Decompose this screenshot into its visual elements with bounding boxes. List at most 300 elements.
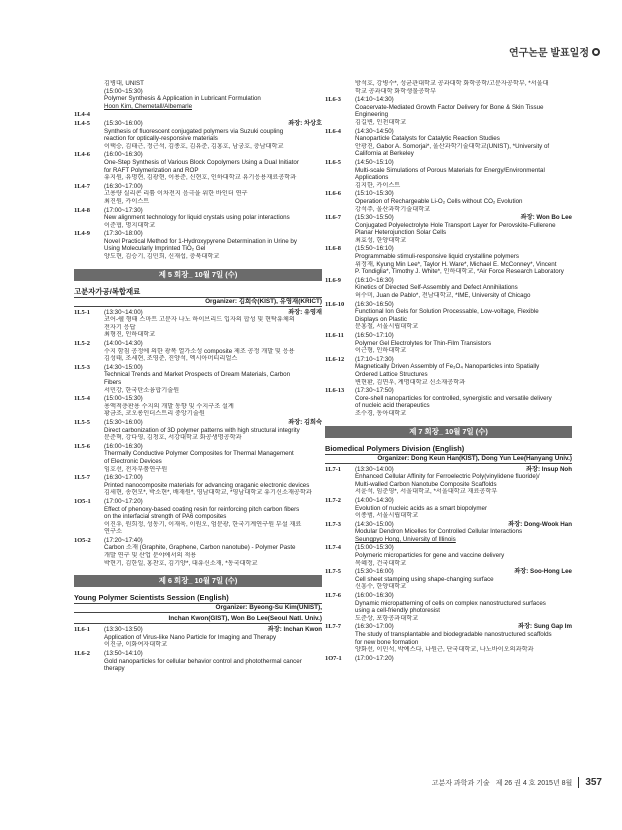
time-row [355, 214, 572, 222]
entry-time: (15:30~16:00) [355, 568, 394, 576]
entry-line: therapy [104, 665, 125, 673]
entry-line: using a cell-friendly photoresist [355, 607, 440, 615]
entry-line: 임호선, 전자부품연구원 [104, 465, 168, 473]
entry-line: Enhanced Cellular Affinity for Ferroelectric Poly(vinylidene fluoride)/ [355, 473, 540, 481]
entry-line: Applications [355, 174, 389, 182]
session-chair: 좌장: Sung Gap Im [518, 623, 572, 631]
entry-line: reaction for optically-responsive materials [104, 135, 218, 143]
entry-body [104, 120, 322, 150]
entry-line: on the interfacial strength of PA6 composites [104, 513, 227, 521]
entry-line: Conjugated Polyelectrolyte Hole Transport Layer for Perovskite-Fullerene [355, 221, 556, 229]
program-entry [325, 128, 572, 158]
entry-line: Cell sheet stamping using shape-changing surface [355, 575, 494, 583]
entry-body [104, 364, 322, 394]
entry-line: for new bone formation [355, 638, 419, 646]
issue-info: 제 26 권 4 호 2015년 8월 [495, 779, 573, 787]
left-column [74, 80, 322, 674]
entry-body [355, 80, 572, 95]
time-row [355, 497, 572, 505]
entry-line: 이근형, 인하대학교 [355, 347, 407, 355]
session-chair: 좌장: Insup Noh [526, 465, 572, 473]
session-band: 제 6 회장_ 10월 7일 (수) [74, 575, 322, 587]
entry-code: 1L5-1 [74, 308, 90, 316]
entry-line: 김세현, 송현모*, 박소현*, 배재원*, 영남대학교, *영남대학교 유기신소재공학과 [104, 489, 312, 497]
entry-body [104, 151, 322, 181]
entry-body [104, 395, 322, 418]
entry-time: (17:00~17:20) [355, 654, 394, 662]
entry-time: (16:50~17:10) [355, 332, 394, 339]
entry-line: Fibers [104, 379, 122, 386]
entry-code: 1L7-6 [325, 592, 341, 600]
entry-time: (17:30~18:00) [104, 230, 143, 238]
entry-body [104, 443, 322, 473]
time-row [104, 498, 322, 506]
entry-body [355, 521, 572, 544]
program-entry [325, 466, 572, 496]
entry-body [104, 207, 322, 230]
entry-line: 최효성, 한양대학교 [355, 236, 407, 244]
organizer-line: Organizer: Dong Keun Han(KIST), Dong Yun Lee(Hanyang Univ.) [325, 455, 572, 464]
entry-time: (15:50~16:10) [355, 245, 394, 253]
entry-code: 1L7-2 [325, 496, 341, 504]
entry-line: Operation of Rechargeable Li-O₂ Cells without CO₂ Evolution [355, 197, 523, 205]
entry-body [104, 419, 322, 442]
entry-line: 양도현, 김승기, 김민희, 신재섭, 충북대학교 [104, 253, 220, 261]
program-entry [325, 521, 572, 544]
entry-line: Multi-walled Carbon Nanotube Composite Scaffolds [355, 480, 497, 488]
entry-time: (13:30~14:00) [355, 465, 394, 473]
entry-line: Effect of phenoxy-based coating resin for reinforcing pitch carbon fibers [104, 505, 300, 513]
entry-time: (13:30~13:50) [104, 626, 143, 634]
program-entry [325, 159, 572, 189]
entry-body [355, 96, 572, 126]
time-row [355, 655, 572, 663]
program-entry [74, 626, 322, 649]
entry-code: 1O5-2 [74, 536, 91, 544]
entry-body [355, 214, 572, 244]
entry-line: 코어-쉘 형태 스마트 고분자 나노 하이브리드 입자의 합성 및 현탁유체의 [104, 316, 295, 324]
entry-body [355, 544, 572, 567]
entry-line: 신흥수, 한양대학교 [355, 583, 407, 591]
program-entry [74, 498, 322, 536]
entry-body [104, 309, 322, 339]
entry-code: 1L7-3 [325, 520, 341, 528]
time-row [104, 183, 322, 191]
entry-body [355, 592, 572, 622]
entry-code: 1L6-3 [325, 96, 341, 104]
entry-line: 이진규, 이화여자대학교 [104, 641, 168, 649]
time-row [104, 537, 322, 545]
entry-body [104, 340, 322, 363]
entry-line: Polymeric microparticles for gene and vaccine delivery [355, 552, 505, 560]
entry-body [355, 128, 572, 158]
entry-line: Engineering [355, 111, 389, 119]
entry-line: Coacervate-Mediated Growth Factor Delivery for Bone & Skin Tissue [355, 103, 544, 111]
time-row [104, 120, 322, 128]
session-chair: 좌장: Won Bo Lee [520, 214, 572, 222]
entry-line: Modular Dendron Micelles for Controlled Cellular Interactions [355, 528, 523, 536]
header-title: 연구논문 발표일정 [508, 48, 589, 59]
program-entry [74, 80, 322, 110]
entry-code [74, 80, 104, 110]
program-entry [325, 497, 572, 520]
program-entry [325, 623, 572, 653]
entry-line: One-Step Synthesis of Various Block Copolymers Using a Dual Initiator [104, 158, 299, 166]
session-title: Young Polymer Scientists Session (English) [74, 593, 322, 604]
entry-time: (16:00~16:30) [355, 592, 394, 600]
entry-line: 변현환, 김면우, 계명대학교 신소재공학과 [355, 378, 466, 386]
entry-line: 문홍철, 서울시립대학교 [355, 323, 419, 331]
entry-line: 이준협, 명지대학교 [104, 221, 156, 229]
entry-line: 유지원, 유명현, 김광현, 이용준, 신현호, 인하대학교 유기응용재료공학과 [104, 174, 297, 182]
entry-line: 허수미, Juan de Pablo*, 전남대학교, *IME, University of Chicago [355, 292, 531, 300]
entry-time: (15:30~15:50) [355, 214, 394, 222]
entry-code: 1L7-1 [325, 465, 341, 473]
entry-time: (15:00~15:30) [104, 395, 143, 403]
entry-time: (16:10~16:30) [355, 276, 394, 284]
program-entry [74, 207, 322, 230]
circle-bullet-icon [592, 48, 600, 56]
entry-code: 1L6-7 [325, 214, 341, 222]
entry-time: (16:30~17:00) [104, 474, 143, 482]
entry-body [355, 387, 572, 417]
time-row [355, 301, 572, 309]
time-row [104, 650, 322, 658]
entry-body [355, 623, 572, 653]
entry-code: 1L5-6 [74, 442, 90, 450]
program-entry [325, 277, 572, 300]
entry-code: 1L6-6 [325, 190, 341, 198]
time-row [104, 419, 322, 427]
entry-line: Nanoparticle Catalysts for Catalytic Reaction Studies [355, 135, 500, 143]
entry-line: of Electronic Devices [104, 457, 162, 465]
entry-code: 1L5-7 [74, 474, 90, 482]
program-entry [74, 443, 322, 473]
entry-time: (16:30~17:00) [355, 623, 394, 631]
session-chair: 좌장: 차상호 [288, 119, 322, 127]
time-row [104, 395, 322, 403]
entry-code: 1L6-2 [74, 650, 90, 658]
time-row [355, 128, 572, 136]
entry-time: (17:10~17:30) [355, 355, 394, 363]
entry-time: (16:00~16:30) [104, 442, 143, 450]
entry-line: P. Tondiglia*, Timothy J. White*, 인하대학교, *Air Force Research Laboratory [355, 268, 564, 276]
entry-code: 1L6-13 [325, 387, 345, 395]
entry-line: 최형진, 인하대학교 [104, 331, 156, 339]
entry-code: 1L5-5 [74, 418, 90, 426]
entry-code: 1L6-10 [325, 300, 345, 308]
entry-line: Seungpyo Hong, University of Illinois [355, 535, 456, 543]
program-entry [74, 474, 322, 497]
entry-body [355, 159, 572, 189]
organizer-line: Inchan Kwon(GIST), Won Bo Lee(Seoul Natl. Univ.) [74, 615, 322, 624]
entry-line: Ordered Lattice Structures [355, 370, 428, 378]
time-row [355, 623, 572, 631]
entry-body [104, 626, 322, 649]
entry-time: (17:20~17:40) [104, 536, 143, 544]
entry-time: (14:30~15:00) [355, 520, 394, 528]
entry-line: Kinetics of Directed Self-Assembly and Defect Annihilations [355, 284, 518, 292]
entry-line: 최진원, 카이스트 [104, 197, 150, 205]
entry-code: 1L7-4 [325, 544, 341, 552]
program-entry [74, 183, 322, 206]
entry-code: 1L5-4 [74, 395, 90, 403]
entry-line: Multi-scale Simulations of Porous Materials for Energy/Environmental [355, 166, 545, 174]
entry-line: 이택승, 김태근, 정근석, 김종호, 김유준, 김홍호, 남궁호, 충남대학교 [104, 142, 284, 150]
page-header [509, 44, 600, 59]
entry-line: Dynamic micropatterning of cells on complex nanostructured surfaces [355, 599, 546, 607]
entry-line: Application of Virus-like Nano Particle for Imaging and Therapy [104, 633, 277, 641]
entry-line: The study of transplantable and biodegradable nanostructured scaffolds [355, 631, 552, 638]
entry-code: 1L5-2 [74, 340, 90, 348]
entry-line: 서윤석, 임준영*, 서울대학교, *서울대학교 재료공학부 [355, 488, 498, 496]
entry-line: Thermally Conductive Polymer Composites for Thermal Management [104, 450, 294, 458]
page-number: 357 [578, 777, 602, 788]
entry-body [355, 655, 572, 663]
entry-code: 1L6-5 [325, 158, 341, 166]
entry-code: 1L4-4 [74, 111, 90, 119]
entry-line: 위정재, Kyung Min Lee*, Taylor H. Ware*, Michael E. McConney*, Vincent [355, 260, 557, 268]
entry-line: Carbon 소재 (Graphite, Graphene, Carbon nanotube) - Polymer Paste [104, 544, 296, 552]
entry-line: Hoon Kim, Chemetall/Albemarle [104, 102, 193, 110]
entry-body [355, 190, 572, 213]
entry-line: Using Molecularly Imprinted TiO₂ Gel [104, 245, 206, 253]
entry-line: California at Berkeley [355, 150, 414, 158]
program-entry [74, 151, 322, 181]
entry-line: 전자기 응답 [104, 323, 136, 331]
time-row [355, 159, 572, 167]
entry-line: Synthesis of fluorescent conjugated polymers via Suzuki coupling [104, 127, 284, 135]
entry-line: Technical Trends and Market Prospects of Dream Materials, Carbon [104, 371, 291, 379]
program-entry [325, 80, 572, 95]
entry-time: (17:00~17:30) [104, 206, 143, 214]
program-entry [74, 340, 322, 363]
entry-code: 1L4-8 [74, 206, 90, 214]
time-row [104, 309, 322, 317]
entry-time: (13:50~14:10) [104, 650, 143, 658]
entry-line: (15:00~15:30) [104, 87, 143, 95]
entry-line: Planar Heterojunction Solar Cells [355, 229, 447, 237]
entry-body [355, 245, 572, 275]
entry-body [355, 497, 572, 520]
entry-code: 1O5-1 [74, 497, 91, 505]
entry-line: 박현기, 김한일, 홍찬호, 김기양*, 대유신소재, *동국대학교 [104, 559, 258, 567]
entry-time: (13:30~14:00) [104, 308, 143, 316]
entry-time: (16:00~16:30) [104, 151, 143, 159]
time-row [355, 190, 572, 198]
entry-time: (14:50~15:10) [355, 158, 394, 166]
time-row [104, 626, 322, 634]
entry-time: (14:30~15:00) [104, 363, 143, 371]
entry-line: 연구소 [104, 528, 122, 536]
entry-body [104, 80, 322, 110]
entry-time: (15:30~16:00) [104, 119, 143, 127]
entry-line: 강석주, 울산과학기술대학교 [355, 205, 431, 213]
entry-time: (16:30~16:50) [355, 300, 394, 308]
entry-line: 방석호, 강병수*, 성균관대학교 공과대학 화학공학/고분자공학부, *서울대 [355, 80, 549, 87]
entry-line: 조수경, 동아대학교 [355, 409, 407, 417]
entry-line: Displays on Plastic [355, 315, 407, 323]
entry-line: 목혜정, 건국대학교 [355, 559, 407, 567]
entry-line: Direct carbonization of 3D polymer patterns with high structural integrity [104, 426, 300, 434]
entry-line: 황금조, 코오롱인더스트리 중앙기술원 [104, 410, 205, 418]
time-row [104, 474, 322, 482]
entry-code: 1L6-12 [325, 355, 345, 363]
entry-line: 김병대, UNIST [104, 80, 144, 87]
entry-line: Functional Ion Gels for Solution Processable, Low-voltage, Flexible [355, 308, 539, 316]
time-row [355, 277, 572, 285]
program-entry [325, 544, 572, 567]
entry-code: 1L6-11 [325, 332, 344, 339]
entry-body [104, 498, 322, 536]
entry-body [355, 301, 572, 331]
entry-line: 양화선, 이민석, 박예스다, 나원근, 단국대학교, 나노바이오의과학과 [355, 646, 534, 654]
session-chair: 좌장: Dong-Wook Han [508, 520, 572, 528]
program-entry [74, 120, 322, 150]
entry-line: 안광진, Gabor A. Somorjai*, 울산과학기술대학교(UNIST), *University of [355, 142, 550, 150]
entry-code: 1L6-1 [74, 626, 90, 634]
entry-time: (14:30~14:50) [355, 127, 394, 135]
program-entry [325, 96, 572, 126]
entry-line: 김길변, 인천대학교 [355, 118, 407, 126]
session-chair: 좌장: 김희숙 [288, 418, 322, 426]
entry-line: Evolution of nucleic acids as a smart biopolymer [355, 504, 488, 512]
time-row [104, 230, 322, 238]
entry-time: (17:30~17:50) [355, 387, 394, 395]
time-row [355, 356, 572, 364]
session-band: 제 5 회장_ 10월 7일 (수) [74, 269, 322, 281]
entry-code: 1L6-4 [325, 127, 341, 135]
entry-line: 고용량 실리콘 리튬 이차전지 음극을 위한 바인더 연구 [104, 190, 248, 198]
program-entry [325, 387, 572, 417]
program-entry [325, 190, 572, 213]
time-row [104, 207, 322, 215]
program-entry [74, 419, 322, 442]
entry-body [355, 568, 572, 591]
entry-line: 이진우, 원희정, 성동기, 이재욱, 이원오, 엄문광, 한국기계연구원 부설 재료 [104, 520, 302, 528]
time-row [104, 443, 322, 451]
entry-body [104, 111, 322, 119]
entry-body [104, 183, 322, 206]
time-row [355, 544, 572, 552]
organizer-line: Organizer: Byeong-Su Kim(UNIST), [74, 604, 322, 613]
program-entry [325, 356, 572, 386]
entry-body [104, 650, 322, 673]
entry-line: for RAFT Polymerization and ROP [104, 166, 199, 174]
entry-time: (14:10~14:30) [355, 96, 394, 104]
program-entry [74, 395, 322, 418]
entry-time: (17:00~17:20) [104, 497, 143, 505]
entry-code: 1L4-5 [74, 119, 90, 127]
time-row [355, 332, 572, 340]
entry-line: Polymer Gel Electrolytes for Thin-Film Transistors [355, 339, 492, 347]
session-title: Biomedical Polymers Division (English) [325, 444, 572, 455]
entry-code: 1L4-9 [74, 230, 90, 238]
entry-line: 도준상, 포항공과대학교 [355, 614, 419, 622]
entry-line: 문준혁, 강다영, 김청호, 서강대학교 화공생명공학과 [104, 434, 242, 442]
right-column [325, 80, 572, 663]
program-entry [325, 245, 572, 275]
entry-body [104, 474, 322, 497]
program-entry [74, 230, 322, 260]
entry-line: Programmable stimuli-responsive liquid crystalline polymers [355, 253, 520, 261]
entry-time: (14:00~14:30) [104, 340, 143, 348]
journal-name: 고분자 과학과 기술 [431, 779, 490, 787]
program-entry [325, 214, 572, 244]
entry-line: Core-shell nanoparticles for controlled, synergistic and versatile delivery [355, 394, 552, 402]
entry-code: 1L4-6 [74, 151, 90, 159]
time-row [355, 568, 572, 576]
program-entry [74, 364, 322, 394]
program-entry [325, 301, 572, 331]
session-title: 고분자가공/복합재료 [74, 287, 322, 298]
entry-time: (15:30~16:00) [104, 418, 143, 426]
entry-line: Polymer Synthesis & Application in Lubricant Formulation [104, 95, 261, 103]
entry-body [355, 356, 572, 386]
entry-line: Gold nanoparticles for cellular behavior control and photothermal cancer [104, 657, 302, 665]
session-chair: 좌장: Soo-Hong Lee [514, 568, 572, 576]
session-chair: 좌장: Inchan Kwon [267, 626, 322, 634]
program-entry [74, 537, 322, 567]
program-entry [325, 655, 572, 663]
time-row [355, 96, 572, 104]
time-row [355, 592, 572, 600]
organizer-line: Organizer: 김희숙(KIST), 유영재(KRICT) [74, 298, 322, 307]
entry-line: Magnetically Driven Assembly of Fe₃O₄ Nanoparticles into Spatially [355, 363, 540, 371]
time-row [104, 340, 322, 348]
entry-code: 1O7-1 [325, 654, 342, 662]
entry-body [355, 332, 572, 355]
time-row [355, 466, 572, 474]
entry-line: 수지 함침 공정에 의한 광폭 열가소성 composite 제조 공정 개발 및 응용 [104, 347, 295, 355]
time-row [355, 521, 572, 529]
entry-body [104, 230, 322, 260]
entry-line: of nucleic acid therapeutics [355, 402, 430, 410]
program-entry [325, 332, 572, 355]
page-footer [432, 777, 602, 788]
program-entry [74, 111, 322, 119]
entry-line: 김성태, 조세현, 조영준, 진양석, 엑시아머티리얼스 [104, 355, 238, 363]
entry-line: Printed nanocomposite materials for advancing oraganic electronic devices [104, 481, 310, 489]
entry-line: 용액적층판용 수지의 개발 동향 및 수지구조 설계 [104, 402, 234, 410]
entry-code: 1L7-7 [325, 623, 341, 631]
program-entry [325, 592, 572, 622]
entry-code: 1L5-3 [74, 363, 90, 371]
entry-line: 이종범, 서울시립대학교 [355, 512, 419, 520]
entry-line: 개발 연구 및 산업 분야에서의 적용 [104, 552, 197, 560]
entry-body [355, 466, 572, 496]
program-entry [74, 650, 322, 673]
program-entry [325, 568, 572, 591]
entry-time: (16:30~17:00) [104, 182, 143, 190]
session-chair: 좌장: 유영재 [288, 308, 322, 316]
entry-time: (14:00~14:30) [355, 496, 394, 504]
entry-code: 1L6-9 [325, 276, 341, 284]
entry-code: 1L4-7 [74, 182, 90, 190]
entry-time: (15:00~15:30) [355, 544, 394, 552]
program-entry [74, 309, 322, 339]
entry-line: 서민강, 한국탄소융합기술원 [104, 386, 180, 394]
entry-body [355, 277, 572, 300]
entry-body [104, 537, 322, 567]
entry-line: 김지한, 카이스트 [355, 181, 401, 189]
entry-line: New alignment technology for liquid crystals using polar interactions [104, 214, 290, 222]
time-row [104, 151, 322, 159]
entry-line: Novel Practical Method for 1-Hydroxypyrene Determination in Urine by [104, 237, 297, 245]
entry-code: 1L6-8 [325, 245, 341, 253]
entry-line: 학교 공과대학 화학생물공학부 [355, 87, 437, 95]
entry-code [325, 80, 355, 95]
